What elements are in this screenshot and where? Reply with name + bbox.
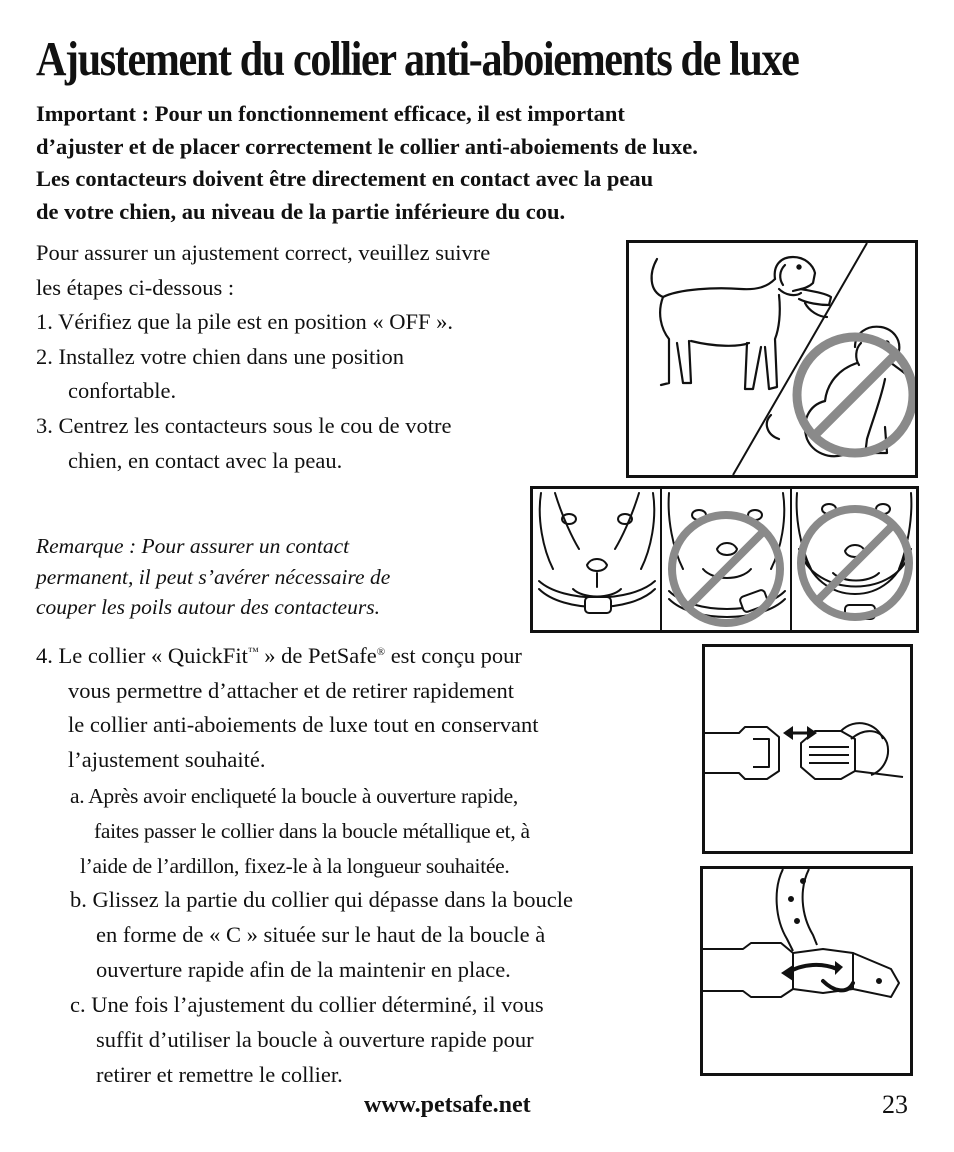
- step-4c-line: retirer et remettre le collier.: [96, 1062, 343, 1087]
- dog-head-correct-icon: [539, 493, 655, 613]
- step-3-cont: chien, en contact avec la peau.: [68, 447, 343, 473]
- quick-release-buckle-illustration: [702, 644, 913, 854]
- step-4: [36, 639, 538, 777]
- important-line: de votre chien, au niveau de la partie inférieure du cou.: [36, 198, 566, 224]
- intro-text: [36, 236, 490, 478]
- important-line: Les contacteurs doivent être directement en contact avec la peau: [36, 166, 654, 191]
- step-4-pre: 4. Le collier « QuickFit: [36, 643, 248, 668]
- step-4c-line: c. Une fois l’ajustement du collier déterminé, il vous: [70, 992, 544, 1017]
- step-4a-line: faites passer le collier dans la boucle métallique et, à: [94, 819, 530, 843]
- prohibited-icon: [672, 515, 780, 623]
- buckle-loop-illustration: [700, 866, 913, 1076]
- buckle-female-icon: [705, 727, 779, 779]
- important-line: d’ajuster et de placer correctement le collier anti-aboiements de luxe.: [36, 133, 698, 159]
- important-notice: [36, 98, 936, 228]
- step-4b: [70, 882, 573, 1092]
- page-title: Ajustement du collier anti-aboiements de luxe: [36, 31, 799, 86]
- prohibited-icon: [801, 509, 909, 617]
- arrow-head-icon: [781, 965, 793, 981]
- step-4-line: le collier anti-aboiements de luxe tout en conservant: [68, 712, 539, 738]
- step-4-line: l’ajustement souhaité.: [68, 746, 266, 772]
- intro-line: les étapes ci-dessous :: [36, 274, 235, 300]
- step-3: 3. Centrez les contacteurs sous le cou de votre: [36, 412, 452, 438]
- step-1: 1. Vérifiez que la pile est en position « OFF ».: [36, 309, 454, 335]
- dog-head-collar-illustration: [530, 486, 919, 633]
- prohibited-icon: [797, 337, 913, 453]
- dog-fitting-illustration: [626, 240, 918, 478]
- step-4c-line: suffit d’utiliser la boucle à ouverture rapide pour: [96, 1027, 534, 1052]
- curved-arrow-icon: [787, 965, 853, 990]
- arrow-head-icon: [835, 961, 843, 975]
- step-4-mid: » de PetSafe: [258, 643, 377, 668]
- dog-heads-svg: [533, 489, 916, 630]
- step-4a: [70, 779, 530, 884]
- intro-line: Pour assurer un ajustement correct, veuillez suivre: [36, 240, 491, 265]
- step-4b-line: b. Glissez la partie du collier qui dépasse dans la boucle: [70, 887, 573, 912]
- step-4b-line: en forme de « C » située sur le haut de la boucle à: [96, 922, 546, 947]
- dog-fitting-svg: [629, 243, 915, 475]
- footer-url: www.petsafe.net: [364, 1092, 531, 1118]
- registered-symbol: ®: [376, 646, 386, 658]
- step-4b-line: ouverture rapide afin de la maintenir en place.: [96, 957, 511, 982]
- loop-svg: [703, 869, 910, 1073]
- buckle-svg: [705, 647, 910, 851]
- step-4-line: vous permettre d’attacher et de retirer rapidement: [68, 677, 515, 703]
- note-line: Remarque : Pour assurer un contact: [36, 534, 350, 558]
- page-number: 23: [882, 1090, 908, 1119]
- note: [36, 531, 390, 623]
- step-4a-line: l’aide de l’ardillon, fixez-le à la longueur souhaitée.: [80, 854, 510, 878]
- important-line: Important : Pour un fonctionnement efficace, il est important: [36, 101, 625, 126]
- step-4-line-1: [36, 639, 538, 674]
- note-line: couper les poils autour des contacteurs.: [36, 595, 380, 619]
- step-4-post: est conçu pour: [385, 643, 522, 668]
- double-arrow-icon: [783, 726, 817, 740]
- buckle-male-icon: [801, 723, 903, 779]
- collar-strap-icon: [703, 869, 899, 997]
- trademark-symbol: ™: [247, 646, 259, 658]
- step-2: 2. Installez votre chien dans une position: [36, 343, 405, 369]
- step-4a-line: a. Après avoir encliqueté la boucle à ouverture rapide,: [70, 784, 518, 808]
- step-2-cont: confortable.: [68, 378, 177, 404]
- note-line: permanent, il peut s’avérer nécessaire de: [36, 564, 391, 589]
